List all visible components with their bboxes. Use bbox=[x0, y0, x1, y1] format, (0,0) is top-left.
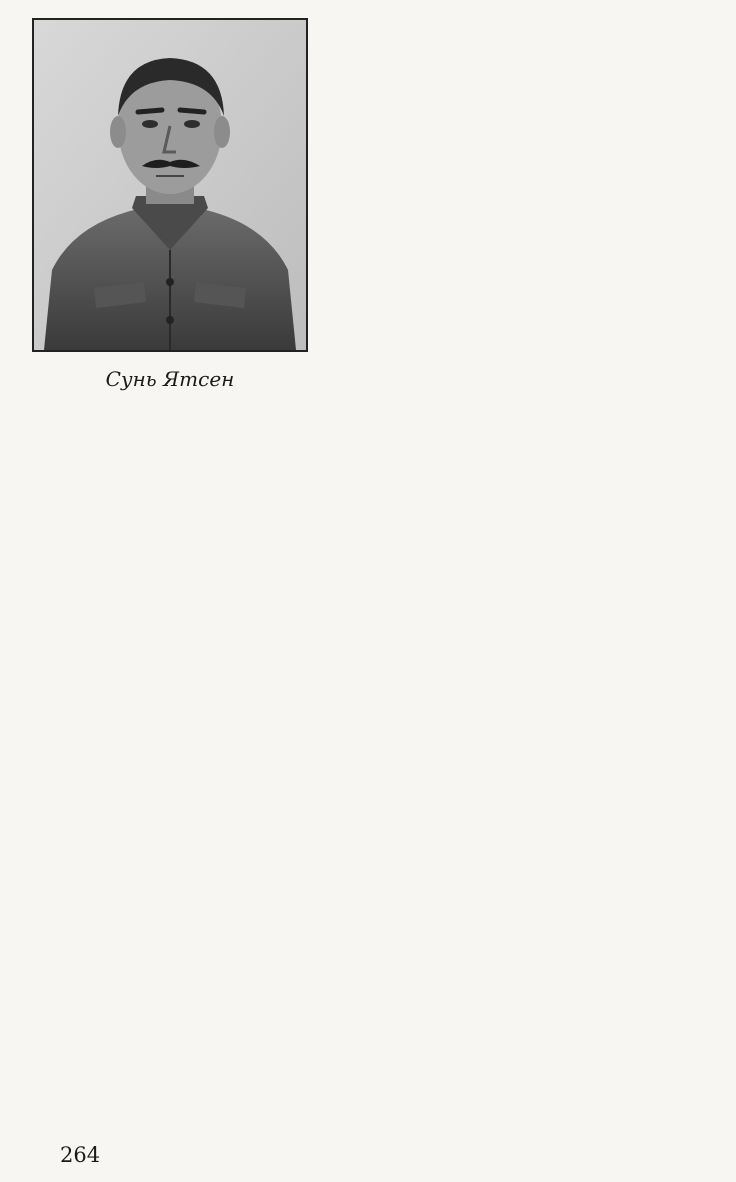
figure-caption: Сунь Ятсен bbox=[105, 367, 235, 391]
portrait-photo bbox=[32, 18, 308, 352]
page-number: 264 bbox=[60, 1143, 101, 1167]
portrait-illustration bbox=[34, 20, 306, 350]
portrait-figure bbox=[32, 18, 308, 356]
